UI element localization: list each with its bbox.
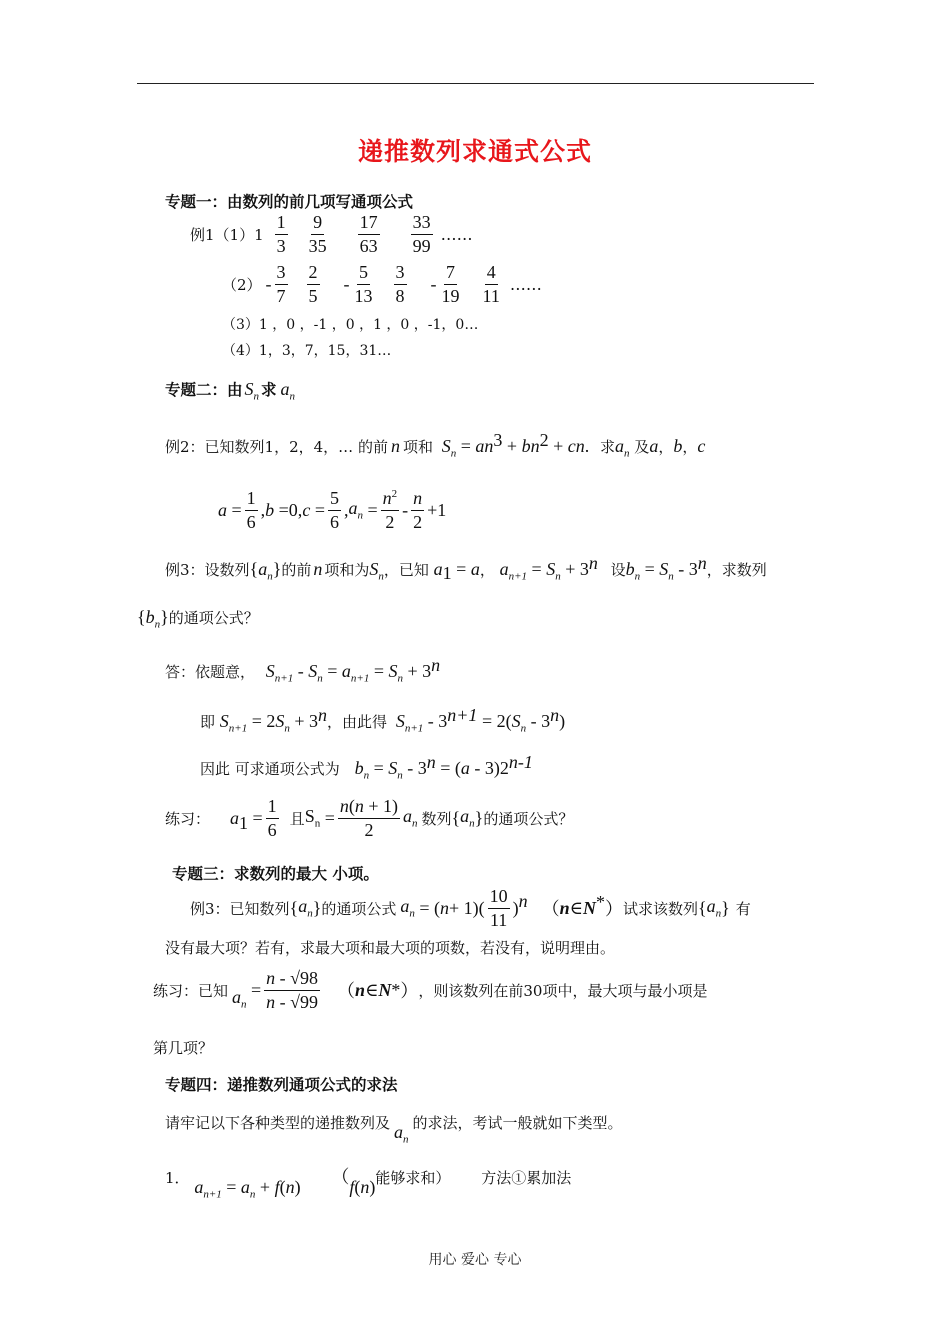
example3-line2: $\{b_n\}$的通项公式？ [137,607,259,631]
fraction: $\frac{2}{5}$ [308,262,318,306]
example1-part1: 例1（1）1 $\frac{1}{3}$ $\frac{9}{35}$ $\frac{17}{63}$ $\frac{33}{99}$ … … [190,212,473,256]
fraction: $\frac{5}{6}$ [329,488,339,532]
fraction: $\frac{10}{11}$ [489,886,508,930]
example3b-line2: 没有最大项？若有，求最大项和最大项的项数，若没有，说明理由。 [165,939,616,957]
sign: - [430,273,437,294]
example3: 例3：设数列$\{a_n\}$的前 n 项和为$S_n$，已知 $a_1 = a$， $a_{n+1} = S_n + 3^n$ 设$b_n = S_n - 3^n$，求数列 [165,553,767,583]
practice2-line2: 第几项？ [153,1039,214,1057]
fraction: $\frac{3}{7}$ [276,262,286,306]
fraction: $\frac{7}{19}$ [441,262,460,306]
example1-part4: （4）1，3，7，15，31… [222,343,392,359]
example3b: 例3：已知数列 { $a_n$ } 的通项公式 $a_n$ = ( n + 1)( $\frac{10}{11}$ ) n （ n ∈ N * ） 试求该数列 { $a_n$ } 有 [190,886,751,930]
answer-line2: 即 $S_{n+1} = 2S_n + 3^n$，由此得 $S_{n+1} - 3^{n+1} = 2(S_n - 3^n)$ [200,705,566,735]
fraction: $\frac{n(n + 1)}{2}$ [339,796,399,840]
answer-line3: 因此 可求通项公式为 $b_n = S_n - 3^n = (a - 3)2^{n-1}$ [200,752,533,782]
fraction: $\frac{n}{2}$ [413,488,423,532]
header-rule [137,83,814,84]
section3-heading: 专题三：求数列的最大 小项。 [172,865,379,883]
fraction: $\frac{1}{3}$ [276,212,286,256]
answer-line1: 答：依题意， $S_{n+1} - S_n = a_{n+1} = S_n + 3^n$ [165,655,441,685]
section4-intro: 请牢记以下各种类型的递推数列及 $a_n$的求法，考试一般就如下类型。 [165,1114,623,1146]
sign: - [265,273,272,294]
example1-part2: （2） - $\frac{3}{7}$ $\frac{2}{5}$ - $\frac{5}{13}$ $\frac{3}{8}$ - $\frac{7}{19}$ $\frac{4}{11}$ …… [222,262,542,306]
fraction: $\frac{9}{35}$ [308,212,327,256]
fraction: $\frac{1}{6}$ [246,488,256,532]
example2-answer: a = $\frac{1}{6}$ , b =0, c = $\frac{5}{6}$ , $a_n$ = $\frac{n^2}{2}$ - $\frac{n}{2}$ +1 [218,488,447,532]
fraction: $\frac{5}{13}$ [354,262,373,306]
ex1-2-label: （2） [222,275,262,294]
sign: - [343,273,350,294]
example2: 例2：已知数列1，2，4，… 的前 n 项和 $S_n = an^3 + bn^2$ + cn. 求$a_n$ 及a，b，c [165,430,706,460]
practice2: 练习：已知 $a_n$ = $\frac{n - √98}{n - √99}$ （ n ∈ N * ） ，则该数列在前30项中，最大项与最小项是 [153,968,708,1012]
example1-part3: （3）1 ，0 ，-1 ，0 ，1 ，0 ，-1，0… [222,317,479,333]
fraction: $\frac{33}{99}$ [412,212,431,256]
ellipsis: … [440,224,457,244]
fraction: $\frac{3}{8}$ [395,262,405,306]
section4-heading: 专题四：递推数列通项公式的求法 [165,1076,398,1094]
fraction: $\frac{17}{63}$ [359,212,378,256]
page-title: 递推数列求通式公式 [357,137,592,166]
fraction: $\frac{n - √98}{n - √99}$ [266,968,319,1012]
ex1-label: 例1（1）1 [190,225,264,244]
section2-heading: 专题二：由 $S_n$ 求 $a_n$ [165,379,296,403]
fraction: $\frac{n^2}{2}$ [382,488,398,532]
page-footer: 用心 爱心 专心 [428,1252,522,1268]
fraction: $\frac{1}{6}$ [267,796,277,840]
fraction: $\frac{4}{11}$ [482,262,500,306]
section4-item1: 1． $a_{n+1} = a_n + f(n)$ （f(n)能够求和） 方法①累加法 [165,1167,572,1201]
section1-heading: 专题一：由数列的前几项写通项公式 [165,193,414,211]
practice1: 练习： a 1 = $\frac{1}{6}$ 且 $S_n$ = $\frac{n(n + 1)}{2}$ $a_n$ 数列 { $a_n$ } 的通项公式？ [165,796,574,840]
